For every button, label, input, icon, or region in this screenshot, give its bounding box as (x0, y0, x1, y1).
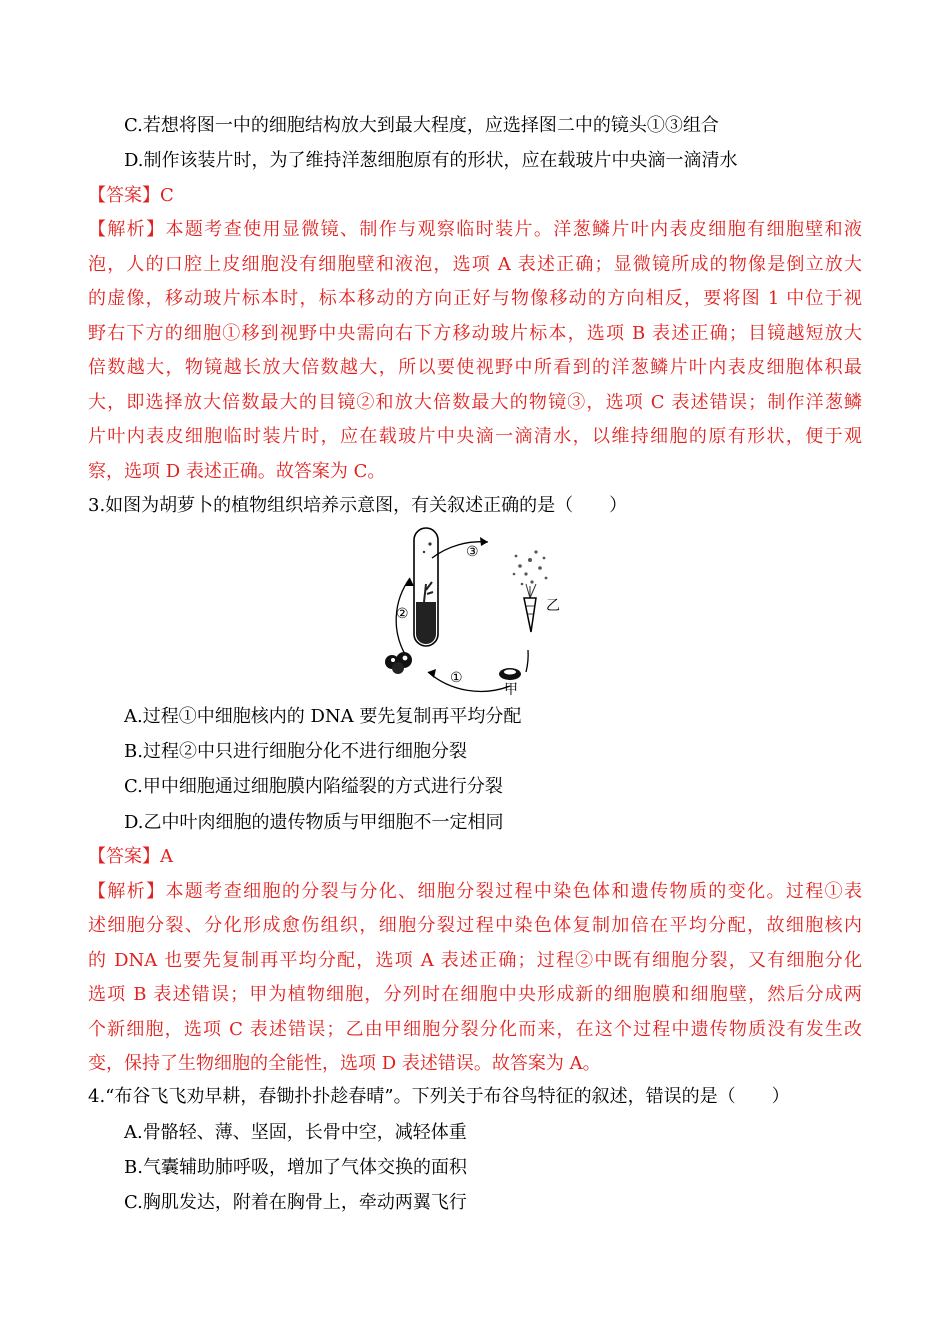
q2-explanation-line: 倍数越大，物镜越长放大倍数越大，所以要使视野中所看到的洋葱鳞片叶内表皮细胞体积最 (88, 357, 862, 378)
q2-option-d: D.制作该装片时，为了维持洋葱细胞原有的形状，应在载玻片中央滴一滴清水 (124, 150, 738, 171)
q3-explanation-line: 【解析】本题考查细胞的分裂与分化、细胞分裂过程中染色体和遗传物质的变化。过程①表 (88, 881, 862, 902)
diagram-label-yi: 乙 (546, 598, 560, 614)
q3-option-d: D.乙中叶肉细胞的遗传物质与甲细胞不一定相同 (124, 812, 504, 833)
q4-option-b: B.气囊辅助肺呼吸，增加了气体交换的面积 (124, 1157, 467, 1178)
q2-explanation-line: 片叶内表皮细胞临时装片时，应在载玻片中央滴一滴清水，以维持细胞的原有形状，便于观 (88, 426, 862, 447)
q2-explanation-line: 大，即选择放大倍数最大的目镜②和放大倍数最大的物镜③，选项 C 表述错误；制作洋葱鳞 (88, 392, 862, 413)
carrot-plant-icon (513, 550, 548, 632)
q2-explanation-line: 泡，人的口腔上皮细胞没有细胞壁和液泡，选项 A 表述正确；显微镜所成的物像是倒立放大 (88, 254, 862, 275)
q3-option-a: A.过程①中细胞核内的 DNA 要先复制再平均分配 (124, 706, 522, 727)
q3-explanation-line: 变，保持了生物细胞的全能性，选项 D 表述错误。故答案为 A。 (88, 1053, 601, 1074)
q2-answer: 【答案】C (88, 185, 174, 206)
q2-explanation-line: 的虚像，移动玻片标本时，标本移动的方向正好与物像移动的方向相反，要将图 1 中位于视 (88, 288, 862, 309)
cycle-arc-3 (432, 542, 488, 558)
q2-explanation-line: 【解析】本题考查使用显微镜、制作与观察临时装片。洋葱鳞片叶内表皮细胞有细胞壁和液 (88, 219, 862, 240)
diagram-label-3: ③ (466, 544, 479, 560)
diagram-label-1: ① (450, 670, 463, 686)
cycle-arc-4 (526, 650, 528, 672)
cycle-arc-1 (428, 672, 510, 691)
q3-explanation-line: 个新细胞，选项 C 表述错误；乙由甲细胞分裂分化而来，在这个过程中遗传物质没有发生改 (88, 1019, 862, 1040)
q3-answer: 【答案】A (88, 846, 173, 867)
q2-explanation-line: 野右下方的细胞①移到视野中央需向右下方移动玻片标本，选项 B 表述正确；目镜越短放大 (88, 323, 862, 344)
q3-option-b: B.过程②中只进行细胞分化不进行细胞分裂 (124, 741, 467, 762)
q2-explanation-line: 察，选项 D 表述正确。故答案为 C。 (88, 461, 386, 482)
q3-explanation-line: 的 DNA 也要先复制再平均分配，选项 A 表述正确；过程②中既有细胞分裂，又有细胞分化 (88, 950, 862, 971)
callus-cells-icon (385, 652, 412, 674)
q4-stem: 4.“布谷飞飞劝早耕，春锄扑扑趁春晴”。下列关于布谷鸟特征的叙述，错误的是（ ） (88, 1086, 790, 1107)
petri-dish-icon (499, 668, 521, 680)
diagram-label-jia: 甲 (504, 682, 518, 698)
diagram-label-2: ② (396, 606, 409, 622)
q3-explanation-line: 述细胞分裂、分化形成愈伤组织，细胞分裂过程中染色体复制加倍在平均分配，故细胞核内 (88, 915, 862, 936)
q3-option-c: C.甲中细胞通过细胞膜内陷缢裂的方式进行分裂 (124, 776, 503, 797)
q3-stem: 3.如图为胡萝卜的植物组织培养示意图，有关叙述正确的是（ ） (88, 495, 628, 516)
carrot-tissue-culture-diagram (380, 522, 580, 698)
q2-option-c: C.若想将图一中的细胞结构放大到最大程度，应选择图二中的镜头①③组合 (124, 115, 719, 136)
arrowhead-icon (405, 578, 414, 586)
test-tube-icon (414, 528, 438, 646)
q4-option-a: A.骨骼轻、薄、坚固，长骨中空，减轻体重 (124, 1122, 467, 1143)
q3-explanation-line: 选项 B 表述错误；甲为植物细胞，分列时在细胞中央形成新的细胞膜和细胞壁，然后分成两 (88, 984, 862, 1005)
q4-option-c: C.胸肌发达，附着在胸骨上，牵动两翼飞行 (124, 1192, 467, 1213)
arrowhead-icon (480, 537, 488, 546)
